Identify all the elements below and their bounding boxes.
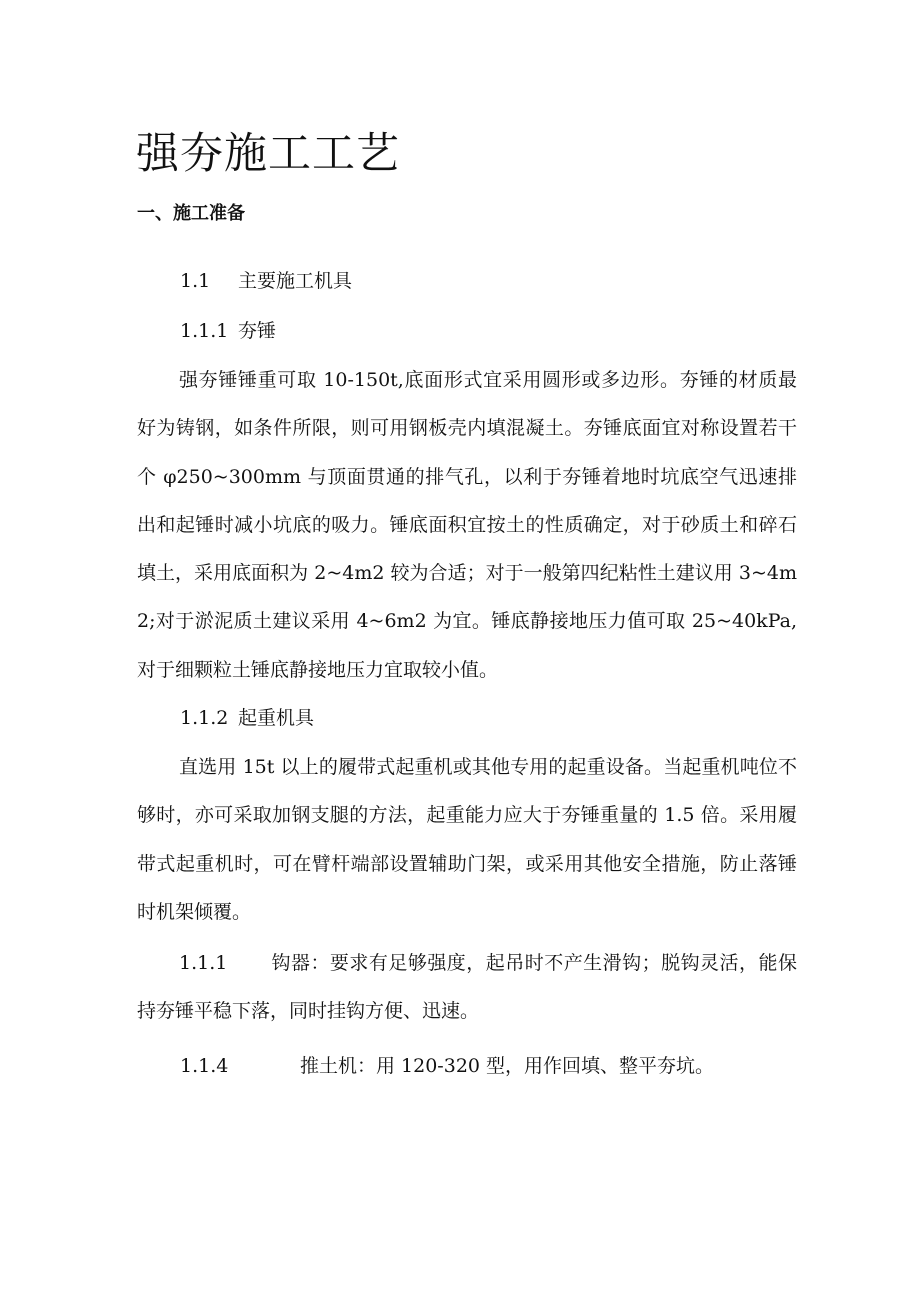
paragraph-hook-text: 钩器：要求有足够强度，起吊时不产生滑钩；脱钩灵活，能保持夯锤平稳下落，同时挂钩方便、迅速。 [137,952,797,1023]
paragraph-hammer: 强夯锤锤重可取 10-150t,底面形式宜采用圆形或多边形。夯锤的材质最好为铸钢，如条件所限，则可用钢板壳内填混凝土。夯锤底面宜对称设置若干个 φ250~300mm 与顶面贯通的排气孔，以利于夯锤着地时坑底空气迅速排出和起锤时减小坑底的吸力。锤底面积宜按土的性质确定，对于砂质土和碎石填土，采用底面积为 2~4m2 较为合适；对于一般第四纪粘性土建议用 3~4m2;对于淤泥质土建议采用 4~6m2 为宜。锤底静接地压力值可取 25~40kPa,对于细颗粒土锤底静接地压力宜取较小值。 [137,369,797,681]
subheading-label: 夯锤 [238,320,277,342]
subheading-label: 主要施工机具 [238,270,353,292]
subheading-label: 起重机具 [238,707,315,729]
paragraph-crane: 直选用 15t 以上的履带式起重机或其他专用的起重设备。当起重机吨位不够时，亦可采取加钢支腿的方法，起重能力应大于夯锤重量的 1.5 倍。采用履带式起重机时，可在臂杆端部设置辅助门架，或采用其他安全措施，防止落锤时机架倾覆。 [137,756,797,923]
section-heading-preparation: 一、施工准备 [137,203,245,224]
subheading-hammer [180,317,276,345]
subheading-text: 推土机：用 120-320 型，用作回填、整平夯坑。 [300,1055,715,1077]
subheading-number: 1.1.1 [180,320,229,342]
subheading-bulldozer [180,1052,714,1080]
paragraph-hook [137,939,797,1036]
subheading-lifting-equipment [180,704,314,732]
subheading-main-equipment [180,267,352,295]
subheading-number: 1.1.2 [180,707,229,729]
subheading-number: 1.1.4 [180,1055,229,1077]
document-title: 强夯施工工艺 [136,129,400,179]
subheading-number: 1.1 [180,270,211,292]
paragraph-number: 1.1.1 [179,952,228,974]
